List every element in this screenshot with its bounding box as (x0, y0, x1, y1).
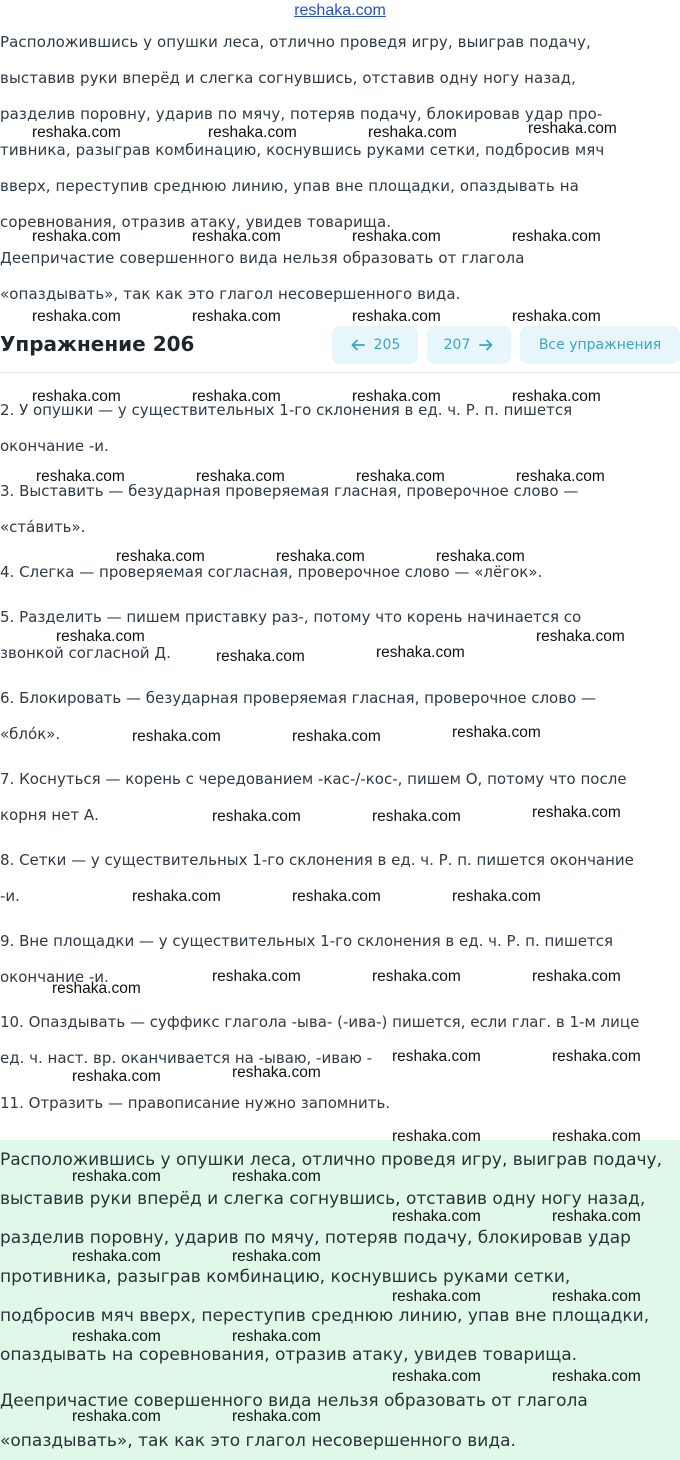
watermark: reshaka.com (72, 1328, 161, 1345)
watermark: reshaka.com (552, 1128, 641, 1145)
site-link[interactable]: reshaka.com (294, 2, 386, 19)
text-line: 5. Разделить — пишем приставку раз-, потому что корень начинается со (0, 608, 582, 626)
exercise-title: Упражнение 206 (0, 332, 195, 356)
next-exercise-button[interactable] (427, 326, 511, 364)
text-line: вверх, переступив среднюю линию, упав вне площадки, опаздывать на (0, 177, 579, 195)
watermark: reshaka.com (552, 1288, 641, 1305)
watermark: reshaka.com (32, 228, 121, 245)
next-exercise-label: 207 (443, 337, 471, 353)
watermark: reshaka.com (536, 628, 625, 645)
watermark: reshaka.com (232, 1168, 321, 1185)
watermark: reshaka.com (32, 124, 121, 141)
text-line: звонкой согласной Д. (0, 644, 171, 662)
note-item (0, 769, 627, 841)
watermark: reshaka.com (192, 388, 281, 405)
text-line: 6. Блокировать — безударная проверяемая гласная, проверочное слово — (0, 689, 597, 707)
watermark: reshaka.com (512, 308, 601, 325)
answer-line: противника, разыграв комбинацию, коснувшись руками сетки, (0, 1267, 571, 1287)
text-line: «опаздывать», так как это глагол несовершенного вида. (0, 285, 461, 303)
watermark: reshaka.com (436, 548, 525, 565)
note-item (0, 400, 572, 472)
watermark: reshaka.com (376, 644, 465, 661)
arrow-right-icon (478, 337, 494, 353)
prev-exercise-button[interactable] (332, 326, 418, 364)
watermark: reshaka.com (192, 228, 281, 245)
watermark: reshaka.com (452, 724, 541, 741)
watermark: reshaka.com (276, 548, 365, 565)
answer-line: подбросив мяч вверх, переступив среднюю линию, упав вне площадки, (0, 1306, 650, 1326)
watermark: reshaka.com (292, 888, 381, 905)
text-line: корня нет А. (0, 806, 99, 824)
watermark: reshaka.com (192, 308, 281, 325)
note-item (0, 607, 581, 679)
text-line: «ста́вить». (0, 518, 86, 536)
note-item (0, 931, 613, 1003)
watermark: reshaka.com (52, 980, 141, 997)
all-exercises-button[interactable] (520, 326, 680, 364)
watermark: reshaka.com (352, 388, 441, 405)
answer-line: опаздывать на соревнования, отразив атаку, увидев товарища. (0, 1345, 578, 1365)
watermark: reshaka.com (372, 808, 461, 825)
watermark: reshaka.com (208, 124, 297, 141)
prev-exercise-label: 205 (373, 337, 401, 353)
watermark: reshaka.com (352, 308, 441, 325)
watermark: reshaka.com (56, 628, 145, 645)
answer-line: «опаздывать», так как это глагол несовершенного вида. (0, 1431, 516, 1451)
watermark: reshaka.com (512, 388, 601, 405)
watermark: reshaka.com (232, 1248, 321, 1265)
watermark: reshaka.com (532, 968, 621, 985)
watermark: reshaka.com (392, 1288, 481, 1305)
watermark: reshaka.com (72, 1168, 161, 1185)
watermark: reshaka.com (132, 888, 221, 905)
answer-line: Деепричастие совершенного вида нельзя образовать от глагола (0, 1391, 588, 1411)
answer-line: Расположившись у опушки леса, отлично проведя игру, выиграв подачу, (0, 1150, 663, 1170)
watermark: reshaka.com (32, 308, 121, 325)
watermark: reshaka.com (532, 804, 621, 821)
answer-box (0, 1140, 680, 1460)
text-line: окончание -и. (0, 437, 109, 455)
watermark: reshaka.com (352, 228, 441, 245)
watermark: reshaka.com (392, 1368, 481, 1385)
note-item (0, 850, 634, 922)
watermark: reshaka.com (32, 388, 121, 405)
arrow-left-icon (350, 337, 366, 353)
watermark: reshaka.com (512, 228, 601, 245)
watermark: reshaka.com (216, 648, 305, 665)
answer-line: выставив руки вперёд и слегка согнувшись, отставив одну ногу назад, (0, 1189, 646, 1209)
text-line: 10. Опаздывать — суффикс глагола -ыва- (-ива-) пишется, если глаг. в 1-м лице (0, 1013, 640, 1031)
text-line: окончание -и. (0, 968, 109, 986)
watermark: reshaka.com (516, 468, 605, 485)
text-line: разделив поровну, ударив по мячу, потеряв подачу, блокировав удар про- (0, 105, 603, 123)
note-item (0, 1093, 390, 1129)
text-line: 8. Сетки — у существительных 1-го склонения в ед. ч. Р. п. пишется окончание (0, 851, 634, 869)
answer-line: разделив поровну, ударив по мячу, потеряв подачу, блокировав удар (0, 1228, 631, 1248)
all-exercises-label: Все упражнения (538, 337, 662, 353)
text-line: тивника, разыграв комбинацию, коснувшись руками сетки, подбросив мяч (0, 141, 605, 159)
watermark: reshaka.com (196, 468, 285, 485)
text-line: выставив руки вперёд и слегка согнувшись, отставив одну ногу назад, (0, 69, 577, 87)
watermark: reshaka.com (552, 1048, 641, 1065)
watermark: reshaka.com (232, 1328, 321, 1345)
watermark: reshaka.com (356, 468, 445, 485)
text-line: 2. У опушки — у существительных 1-го склонения в ед. ч. Р. п. пишется (0, 401, 573, 419)
note-item (0, 481, 578, 553)
watermark: reshaka.com (72, 1408, 161, 1425)
text-line: 7. Коснуться — корень с чередованием -кас-/-кос-, пишем О, потому что после (0, 770, 627, 788)
watermark: reshaka.com (232, 1064, 321, 1081)
text-line: Деепричастие совершенного вида нельзя образовать от глагола (0, 249, 525, 267)
exercise-nav-bar (0, 322, 680, 373)
watermark: reshaka.com (372, 968, 461, 985)
watermark: reshaka.com (72, 1068, 161, 1085)
watermark: reshaka.com (528, 120, 617, 137)
watermark: reshaka.com (452, 888, 541, 905)
watermark: reshaka.com (392, 1048, 481, 1065)
note-item (0, 562, 542, 598)
watermark: reshaka.com (132, 728, 221, 745)
text-line: 4. Слегка — проверяемая согласная, проверочное слово — «лёгок». (0, 563, 543, 581)
text-line: 11. Отразить — правописание нужно запомнить. (0, 1094, 391, 1112)
watermark: reshaka.com (392, 1128, 481, 1145)
text-line: ед. ч. наст. вр. оканчивается на -ываю, -иваю - (0, 1049, 373, 1067)
watermark: reshaka.com (212, 968, 301, 985)
text-line: 3. Выставить — безударная проверяемая гласная, проверочное слово — (0, 482, 579, 500)
text-line: Расположившись у опушки леса, отлично проведя игру, выиграв подачу, (0, 33, 591, 51)
watermark: reshaka.com (292, 728, 381, 745)
text-line: -и. (0, 887, 20, 905)
watermark: reshaka.com (36, 468, 125, 485)
watermark: reshaka.com (552, 1208, 641, 1225)
watermark: reshaka.com (116, 548, 205, 565)
watermark: reshaka.com (72, 1248, 161, 1265)
watermark: reshaka.com (212, 808, 301, 825)
watermark: reshaka.com (232, 1408, 321, 1425)
note-item (0, 688, 596, 760)
watermark: reshaka.com (552, 1368, 641, 1385)
note-item (0, 1012, 639, 1084)
top-paragraph (0, 32, 604, 320)
watermark: reshaka.com (392, 1208, 481, 1225)
text-line: 9. Вне площадки — у существительных 1-го склонения в ед. ч. Р. п. пишется (0, 932, 613, 950)
text-line: «бло́к». (0, 725, 61, 743)
text-line: соревнования, отразив атаку, увидев товарища. (0, 213, 392, 231)
watermark: reshaka.com (368, 124, 457, 141)
